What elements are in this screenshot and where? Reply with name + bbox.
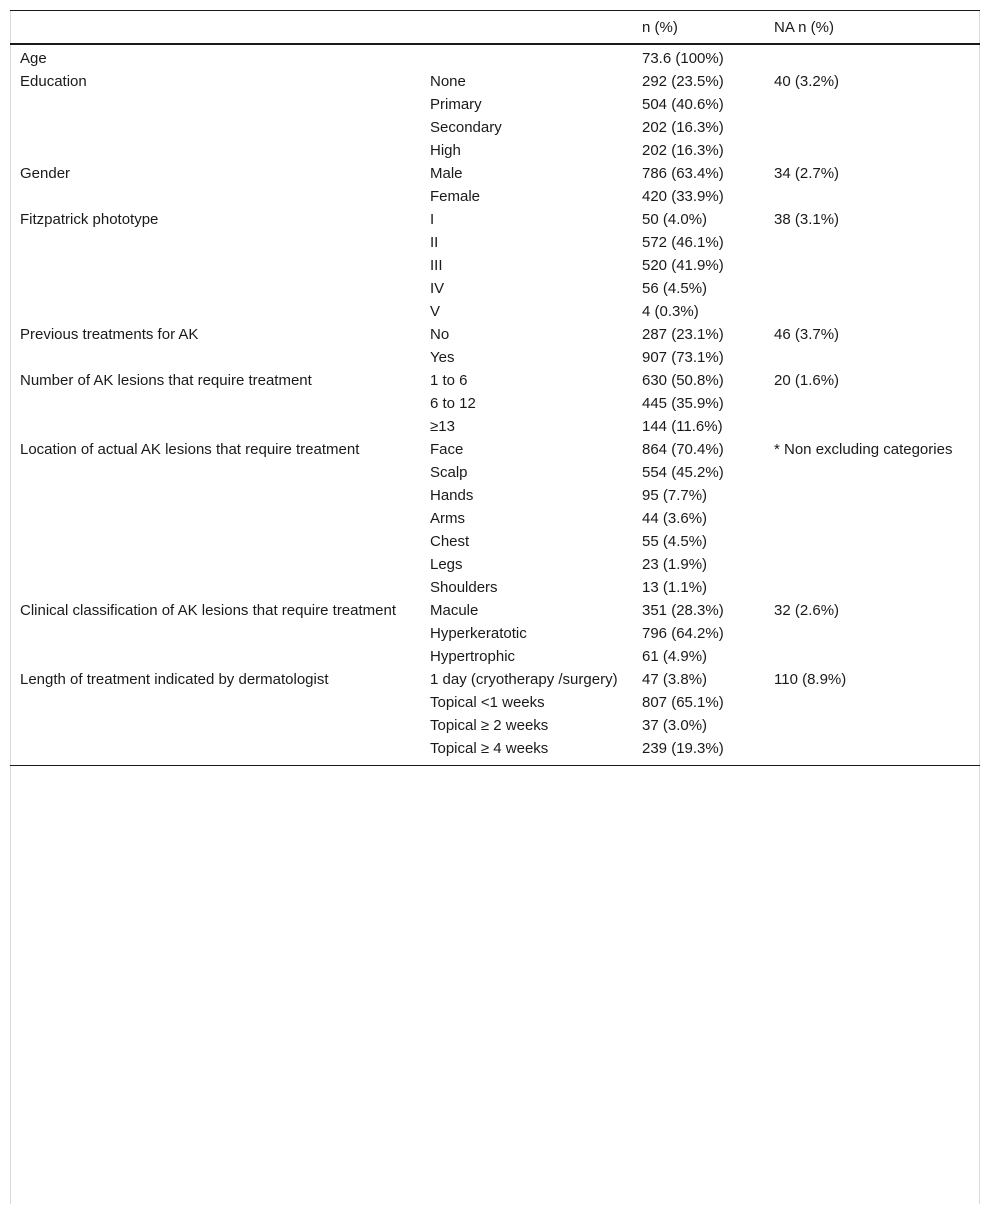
n-percent-cell: 56 (4.5%) (642, 280, 708, 297)
variable-cell (10, 93, 420, 116)
header-category (420, 11, 632, 45)
category-cell: None (430, 73, 466, 90)
table-row (10, 231, 980, 254)
table-row (10, 208, 980, 231)
table-row (10, 162, 980, 185)
n-percent-cell: 47 (3.8%) (642, 671, 708, 688)
na-percent-cell: 34 (2.7%) (774, 165, 840, 182)
category-cell: Hypertrophic (430, 648, 516, 665)
variable-cell: Number of AK lesions that require treatment (20, 372, 312, 389)
category-cell: Scalp (430, 464, 468, 481)
variable-cell: Location of actual AK lesions that require treatment (20, 441, 360, 458)
n-percent-cell: 630 (50.8%) (642, 372, 724, 389)
variable-cell (10, 484, 420, 507)
n-percent-cell: 73.6 (100%) (642, 50, 724, 67)
header-row (10, 11, 980, 45)
na-percent-cell (764, 576, 980, 599)
na-percent-cell (764, 185, 980, 208)
n-percent-cell: 202 (16.3%) (642, 142, 724, 159)
variable-cell: Age (20, 50, 47, 67)
na-percent-cell (764, 691, 980, 714)
n-percent-cell: 44 (3.6%) (642, 510, 708, 527)
na-percent-cell (764, 139, 980, 162)
table-row (10, 599, 980, 622)
na-percent-cell (764, 254, 980, 277)
category-cell: Face (430, 441, 464, 458)
na-percent-cell (764, 461, 980, 484)
table-row (10, 461, 980, 484)
na-percent-cell (764, 392, 980, 415)
n-percent-cell: 807 (65.1%) (642, 694, 724, 711)
n-percent-cell: 55 (4.5%) (642, 533, 708, 550)
n-percent-cell: 202 (16.3%) (642, 119, 724, 136)
variable-cell (10, 461, 420, 484)
table-row (10, 323, 980, 346)
n-percent-cell: 786 (63.4%) (642, 165, 724, 182)
na-percent-cell: 38 (3.1%) (774, 211, 840, 228)
na-percent-cell (764, 415, 980, 438)
variable-cell (10, 507, 420, 530)
variable-cell (10, 714, 420, 737)
table-row (10, 645, 980, 668)
n-percent-cell: 144 (11.6%) (642, 418, 723, 435)
category-cell: ≥13 (430, 418, 455, 435)
na-percent-cell: 32 (2.6%) (774, 602, 840, 619)
table-row (10, 714, 980, 737)
table-row (10, 415, 980, 438)
variable-cell (10, 277, 420, 300)
table-row (10, 93, 980, 116)
variable-cell (10, 300, 420, 323)
category-cell: Yes (430, 349, 455, 366)
na-percent-cell (764, 300, 980, 323)
category-cell (420, 44, 632, 70)
n-percent-cell: 420 (33.9%) (642, 188, 724, 205)
table-row (10, 530, 980, 553)
variable-cell: Education (20, 73, 87, 90)
na-percent-cell (764, 714, 980, 737)
na-percent-cell (764, 44, 980, 70)
variable-cell (10, 622, 420, 645)
n-percent-cell: 864 (70.4%) (642, 441, 724, 458)
category-cell: Secondary (430, 119, 502, 136)
category-cell: Shoulders (430, 579, 498, 596)
n-percent-cell: 520 (41.9%) (642, 257, 724, 274)
category-cell: III (430, 257, 443, 274)
category-cell: I (430, 211, 435, 228)
variable-cell (10, 185, 420, 208)
variable-cell (10, 139, 420, 162)
category-cell: High (430, 142, 461, 159)
n-percent-cell: 4 (0.3%) (642, 303, 699, 320)
category-cell: 1 to 6 (430, 372, 468, 389)
variable-cell (10, 645, 420, 668)
na-percent-cell: 40 (3.2%) (774, 73, 840, 90)
n-percent-cell: 23 (1.9%) (642, 556, 708, 573)
table-row (10, 691, 980, 714)
category-cell: No (430, 326, 450, 343)
table-row (10, 116, 980, 139)
variable-cell: Length of treatment indicated by dermatologist (20, 671, 329, 688)
table-row (10, 300, 980, 323)
na-percent-cell: * Non excluding categories (774, 441, 953, 458)
category-cell: Female (430, 188, 481, 205)
variable-cell (10, 231, 420, 254)
n-percent-cell: 796 (64.2%) (642, 625, 724, 642)
table-row (10, 507, 980, 530)
variable-cell (10, 392, 420, 415)
n-percent-cell: 554 (45.2%) (642, 464, 724, 481)
na-percent-cell: 46 (3.7%) (774, 326, 840, 343)
table-row (10, 737, 980, 766)
table-row (10, 668, 980, 691)
category-cell: IV (430, 280, 445, 297)
category-cell: Topical ≥ 4 weeks (430, 740, 549, 757)
na-percent-cell (764, 507, 980, 530)
variable-cell (10, 576, 420, 599)
variable-cell (10, 553, 420, 576)
category-cell: Male (430, 165, 463, 182)
variable-cell: Gender (20, 165, 71, 182)
na-percent-cell (764, 277, 980, 300)
category-cell: Chest (430, 533, 470, 550)
category-cell: Hyperkeratotic (430, 625, 527, 642)
category-cell: II (430, 234, 439, 251)
n-percent-cell: 572 (46.1%) (642, 234, 724, 251)
header-variable (10, 11, 420, 45)
table-row (10, 438, 980, 461)
n-percent-cell: 504 (40.6%) (642, 96, 724, 113)
header-n-percent: n (%) (642, 19, 678, 36)
variable-cell (10, 691, 420, 714)
na-percent-cell (764, 622, 980, 645)
variable-cell: Clinical classification of AK lesions that require treatment (20, 602, 397, 619)
na-percent-cell (764, 645, 980, 668)
na-percent-cell (764, 93, 980, 116)
category-cell: Hands (430, 487, 474, 504)
na-percent-cell (764, 116, 980, 139)
table-row (10, 44, 980, 70)
na-percent-cell: 110 (8.9%) (774, 671, 847, 688)
n-percent-cell: 50 (4.0%) (642, 211, 708, 228)
n-percent-cell: 13 (1.1%) (642, 579, 708, 596)
variable-cell (10, 346, 420, 369)
header-na-percent: NA n (%) (774, 19, 835, 36)
table-row (10, 553, 980, 576)
category-cell: Arms (430, 510, 465, 527)
table-row (10, 622, 980, 645)
n-percent-cell: 292 (23.5%) (642, 73, 724, 90)
n-percent-cell: 61 (4.9%) (642, 648, 708, 665)
category-cell: Primary (430, 96, 482, 113)
variable-cell (10, 116, 420, 139)
variable-cell (10, 530, 420, 553)
variable-cell: Fitzpatrick phototype (20, 211, 159, 228)
table-row (10, 185, 980, 208)
n-percent-cell: 907 (73.1%) (642, 349, 724, 366)
category-cell: Legs (430, 556, 463, 573)
n-percent-cell: 95 (7.7%) (642, 487, 708, 504)
table-row (10, 70, 980, 93)
category-cell: 6 to 12 (430, 395, 476, 412)
variable-cell (10, 254, 420, 277)
na-percent-cell (764, 231, 980, 254)
na-percent-cell (764, 553, 980, 576)
na-percent-cell (764, 484, 980, 507)
table-row (10, 392, 980, 415)
category-cell: Topical ≥ 2 weeks (430, 717, 549, 734)
n-percent-cell: 445 (35.9%) (642, 395, 724, 412)
table-row (10, 346, 980, 369)
category-cell: Topical <1 weeks (430, 694, 545, 711)
category-cell: V (430, 303, 441, 320)
n-percent-cell: 239 (19.3%) (642, 740, 724, 757)
table-body (10, 44, 980, 766)
table-row (10, 139, 980, 162)
table-row (10, 369, 980, 392)
n-percent-cell: 37 (3.0%) (642, 717, 708, 734)
na-percent-cell (764, 737, 980, 766)
data-table (10, 10, 980, 766)
na-percent-cell (764, 346, 980, 369)
variable-cell: Previous treatments for AK (20, 326, 199, 343)
variable-cell (10, 415, 420, 438)
category-cell: Macule (430, 602, 479, 619)
variable-cell (10, 737, 420, 766)
n-percent-cell: 351 (28.3%) (642, 602, 724, 619)
table-row (10, 277, 980, 300)
n-percent-cell: 287 (23.1%) (642, 326, 724, 343)
table-row (10, 576, 980, 599)
table-row (10, 254, 980, 277)
category-cell: 1 day (cryotherapy /surgery) (430, 671, 618, 688)
na-percent-cell: 20 (1.6%) (774, 372, 840, 389)
na-percent-cell (764, 530, 980, 553)
table-row (10, 484, 980, 507)
